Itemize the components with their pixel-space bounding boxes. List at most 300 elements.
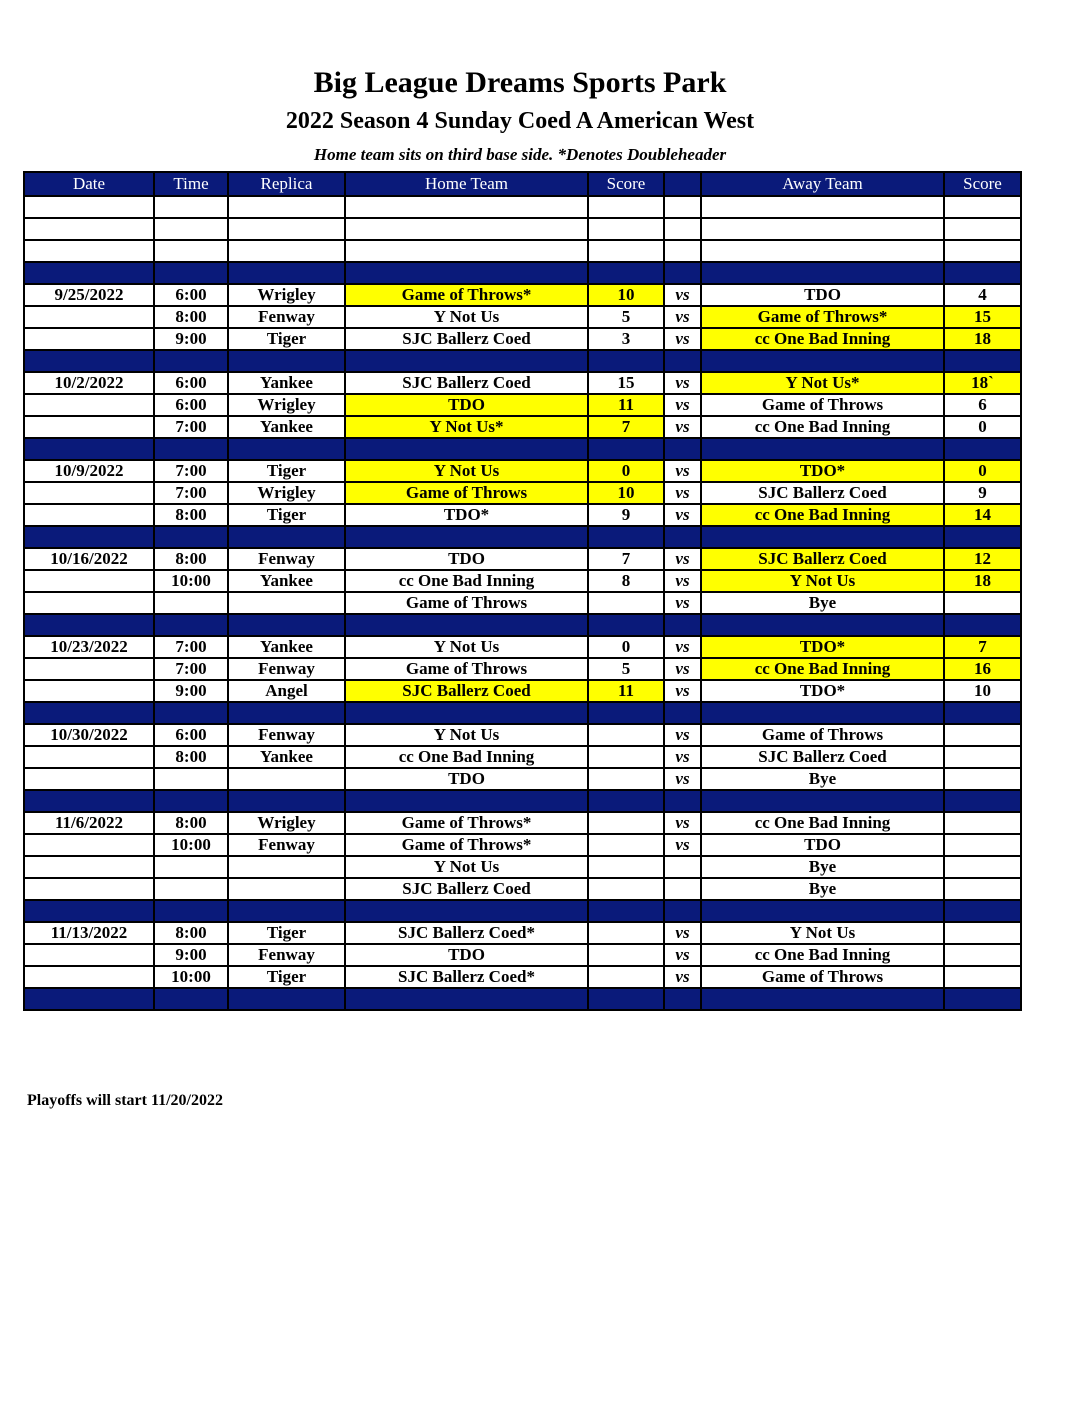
time-cell: 8:00 [154,504,228,526]
date-cell: 10/16/2022 [24,548,154,570]
vs-cell [664,702,701,724]
table-row [24,812,1021,834]
table-row [24,306,1021,328]
home-score-cell [588,614,664,636]
col-home-score: Score [588,172,664,196]
time-cell: 7:00 [154,482,228,504]
away-team-cell: cc One Bad Inning [701,504,944,526]
date-cell [24,834,154,856]
away-team-cell [701,526,944,548]
table-row [24,922,1021,944]
replica-cell [228,702,345,724]
vs-cell [664,218,701,240]
replica-cell: Angel [228,680,345,702]
away-team-cell [701,988,944,1010]
separator-row [24,262,1021,284]
away-score-cell [944,944,1021,966]
home-team-cell: Y Not Us [345,636,588,658]
col-date: Date [24,172,154,196]
away-score-cell [944,196,1021,218]
vs-cell: vs [664,658,701,680]
time-cell: 9:00 [154,328,228,350]
vs-cell [664,878,701,900]
replica-cell [228,350,345,372]
date-cell [24,592,154,614]
away-team-cell [701,350,944,372]
table-row [24,416,1021,438]
away-team-cell: TDO* [701,680,944,702]
away-score-cell: 12 [944,548,1021,570]
home-score-cell [588,922,664,944]
vs-cell: vs [664,416,701,438]
table-row [24,504,1021,526]
away-score-cell: 9 [944,482,1021,504]
away-team-cell [701,900,944,922]
home-score-cell [588,438,664,460]
replica-cell: Yankee [228,416,345,438]
time-cell [154,240,228,262]
replica-cell [228,240,345,262]
vs-cell: vs [664,372,701,394]
home-team-cell: TDO* [345,504,588,526]
time-cell: 7:00 [154,416,228,438]
home-score-cell [588,724,664,746]
replica-cell [228,878,345,900]
home-score-cell [588,526,664,548]
col-home-team: Home Team [345,172,588,196]
page-title: Big League Dreams Sports Park [313,66,727,99]
home-team-cell [345,240,588,262]
home-team-cell [345,218,588,240]
home-team-cell [345,702,588,724]
separator-row [24,350,1021,372]
away-score-cell: 18 [944,570,1021,592]
away-score-cell [944,262,1021,284]
home-score-cell: 10 [588,482,664,504]
home-team-cell: SJC Ballerz Coed [345,372,588,394]
time-cell [154,900,228,922]
vs-cell: vs [664,680,701,702]
away-score-cell: 6 [944,394,1021,416]
time-cell: 9:00 [154,944,228,966]
replica-cell: Yankee [228,372,345,394]
vs-cell: vs [664,944,701,966]
away-team-cell: Y Not Us* [701,372,944,394]
date-cell [24,878,154,900]
blank-row [24,218,1021,240]
home-score-cell [588,768,664,790]
away-team-cell [701,218,944,240]
replica-cell: Tiger [228,460,345,482]
vs-cell [664,526,701,548]
home-score-cell [588,988,664,1010]
time-cell [154,702,228,724]
vs-cell [664,350,701,372]
vs-cell [664,614,701,636]
home-score-cell: 11 [588,680,664,702]
home-team-cell: TDO [345,768,588,790]
away-score-cell [944,856,1021,878]
date-cell [24,262,154,284]
table-row [24,460,1021,482]
vs-cell: vs [664,504,701,526]
home-score-cell: 5 [588,306,664,328]
time-cell [154,262,228,284]
time-cell: 8:00 [154,548,228,570]
home-team-cell: cc One Bad Inning [345,746,588,768]
time-cell: 9:00 [154,680,228,702]
away-team-cell: SJC Ballerz Coed [701,482,944,504]
home-team-cell [345,350,588,372]
away-team-cell: Bye [701,856,944,878]
home-team-cell: SJC Ballerz Coed* [345,922,588,944]
vs-cell: vs [664,306,701,328]
replica-cell: Tiger [228,922,345,944]
home-team-cell: Game of Throws* [345,284,588,306]
date-cell [24,196,154,218]
vs-cell [664,196,701,218]
home-team-cell: Game of Throws [345,592,588,614]
time-cell: 6:00 [154,394,228,416]
away-score-cell: 10 [944,680,1021,702]
home-score-cell: 0 [588,460,664,482]
vs-cell: vs [664,460,701,482]
away-team-cell: Bye [701,878,944,900]
replica-cell [228,768,345,790]
date-cell [24,416,154,438]
away-score-cell [944,746,1021,768]
date-cell [24,240,154,262]
away-score-cell [944,218,1021,240]
separator-row [24,614,1021,636]
vs-cell [664,790,701,812]
date-cell [24,526,154,548]
home-score-cell [588,240,664,262]
home-team-cell: Game of Throws [345,482,588,504]
home-score-cell [588,900,664,922]
home-score-cell: 8 [588,570,664,592]
replica-cell: Yankee [228,636,345,658]
away-score-cell [944,988,1021,1010]
schedule-table [23,171,1022,1011]
time-cell [154,526,228,548]
table-row [24,570,1021,592]
home-team-cell: Y Not Us [345,724,588,746]
home-score-cell [588,944,664,966]
home-score-cell [588,196,664,218]
home-score-cell [588,790,664,812]
home-team-cell: SJC Ballerz Coed [345,878,588,900]
table-row [24,394,1021,416]
home-score-cell: 7 [588,548,664,570]
time-cell [154,878,228,900]
page-note: Home team sits on third base side. *Denotes Doubleheader [313,145,727,164]
home-score-cell: 5 [588,658,664,680]
home-score-cell [588,218,664,240]
away-team-cell: TDO [701,284,944,306]
replica-cell [228,196,345,218]
vs-cell [664,262,701,284]
table-row [24,878,1021,900]
vs-cell: vs [664,724,701,746]
date-cell: 11/13/2022 [24,922,154,944]
table-row [24,636,1021,658]
replica-cell [228,526,345,548]
replica-cell: Fenway [228,548,345,570]
replica-cell: Fenway [228,834,345,856]
away-score-cell [944,900,1021,922]
col-time: Time [154,172,228,196]
home-team-cell [345,790,588,812]
home-team-cell [345,196,588,218]
date-cell: 10/23/2022 [24,636,154,658]
date-cell [24,746,154,768]
home-team-cell [345,988,588,1010]
table-row [24,328,1021,350]
time-cell: 8:00 [154,746,228,768]
time-cell [154,218,228,240]
vs-cell: vs [664,592,701,614]
vs-cell: vs [664,328,701,350]
away-score-cell: 15 [944,306,1021,328]
home-score-cell [588,834,664,856]
away-team-cell: cc One Bad Inning [701,658,944,680]
time-cell: 7:00 [154,658,228,680]
away-score-cell: 0 [944,460,1021,482]
time-cell [154,768,228,790]
replica-cell [228,988,345,1010]
table-row [24,482,1021,504]
date-cell: 11/6/2022 [24,812,154,834]
separator-row [24,526,1021,548]
home-score-cell [588,878,664,900]
away-team-cell: Y Not Us [701,570,944,592]
time-cell: 8:00 [154,306,228,328]
vs-cell: vs [664,834,701,856]
col-away-score: Score [944,172,1021,196]
table-row [24,856,1021,878]
away-score-cell [944,724,1021,746]
time-cell: 6:00 [154,372,228,394]
date-cell [24,438,154,460]
home-team-cell: Game of Throws* [345,834,588,856]
col-replica: Replica [228,172,345,196]
home-score-cell: 0 [588,636,664,658]
separator-row [24,702,1021,724]
replica-cell: Tiger [228,328,345,350]
time-cell: 7:00 [154,636,228,658]
away-team-cell: cc One Bad Inning [701,416,944,438]
vs-cell: vs [664,548,701,570]
away-score-cell [944,240,1021,262]
away-team-cell [701,702,944,724]
date-cell [24,790,154,812]
away-team-cell: SJC Ballerz Coed [701,548,944,570]
home-team-cell [345,526,588,548]
away-team-cell: Bye [701,768,944,790]
replica-cell: Wrigley [228,394,345,416]
vs-cell: vs [664,922,701,944]
away-team-cell: SJC Ballerz Coed [701,746,944,768]
home-team-cell [345,262,588,284]
home-score-cell [588,966,664,988]
date-cell [24,394,154,416]
time-cell [154,592,228,614]
away-team-cell: cc One Bad Inning [701,944,944,966]
home-team-cell: Game of Throws [345,658,588,680]
table-row [24,724,1021,746]
date-cell [24,218,154,240]
time-cell: 10:00 [154,966,228,988]
home-score-cell [588,856,664,878]
time-cell [154,614,228,636]
away-team-cell: cc One Bad Inning [701,328,944,350]
header-row [24,172,1021,196]
replica-cell [228,900,345,922]
away-score-cell [944,702,1021,724]
separator-row [24,438,1021,460]
home-team-cell: Y Not Us* [345,416,588,438]
away-score-cell [944,592,1021,614]
replica-cell [228,790,345,812]
home-team-cell: SJC Ballerz Coed [345,328,588,350]
date-cell [24,658,154,680]
away-score-cell: 0 [944,416,1021,438]
home-score-cell: 3 [588,328,664,350]
blank-row [24,240,1021,262]
home-team-cell: SJC Ballerz Coed [345,680,588,702]
home-score-cell: 9 [588,504,664,526]
away-score-cell [944,812,1021,834]
schedule-body [24,196,1021,1010]
date-cell [24,768,154,790]
home-score-cell: 10 [588,284,664,306]
away-team-cell: cc One Bad Inning [701,812,944,834]
replica-cell: Wrigley [228,284,345,306]
vs-cell: vs [664,966,701,988]
home-score-cell [588,746,664,768]
time-cell: 6:00 [154,724,228,746]
away-team-cell [701,262,944,284]
page-subtitle: 2022 Season 4 Sunday Coed A American West [285,108,755,134]
replica-cell: Fenway [228,724,345,746]
vs-cell [664,438,701,460]
table-row [24,768,1021,790]
date-cell [24,504,154,526]
home-team-cell: TDO [345,944,588,966]
separator-row [24,790,1021,812]
home-team-cell [345,614,588,636]
away-score-cell: 16 [944,658,1021,680]
home-team-cell [345,438,588,460]
away-team-cell: Bye [701,592,944,614]
table-row [24,966,1021,988]
home-team-cell: Y Not Us [345,856,588,878]
date-cell: 9/25/2022 [24,284,154,306]
date-cell [24,328,154,350]
vs-cell: vs [664,812,701,834]
footer-note: Playoffs will start 11/20/2022 [27,1092,223,1109]
time-cell: 7:00 [154,460,228,482]
date-cell [24,482,154,504]
away-team-cell: Game of Throws [701,394,944,416]
date-cell [24,966,154,988]
replica-cell [228,438,345,460]
vs-cell: vs [664,570,701,592]
time-cell [154,790,228,812]
away-score-cell [944,614,1021,636]
time-cell: 6:00 [154,284,228,306]
away-team-cell [701,790,944,812]
table-row [24,284,1021,306]
home-team-cell: Y Not Us [345,460,588,482]
away-score-cell: 18 [944,328,1021,350]
replica-cell: Wrigley [228,482,345,504]
time-cell [154,438,228,460]
home-team-cell: Y Not Us [345,306,588,328]
home-team-cell: Game of Throws* [345,812,588,834]
time-cell: 10:00 [154,570,228,592]
date-cell [24,306,154,328]
table-row [24,548,1021,570]
date-cell [24,680,154,702]
table-row [24,680,1021,702]
away-score-cell [944,438,1021,460]
replica-cell: Fenway [228,658,345,680]
time-cell [154,856,228,878]
separator-row [24,988,1021,1010]
col-vs [664,172,701,196]
table-row [24,746,1021,768]
table-row [24,592,1021,614]
date-cell [24,856,154,878]
away-score-cell [944,966,1021,988]
away-team-cell: Game of Throws* [701,306,944,328]
home-team-cell [345,900,588,922]
date-cell [24,944,154,966]
time-cell [154,988,228,1010]
vs-cell: vs [664,394,701,416]
home-score-cell [588,702,664,724]
time-cell: 8:00 [154,812,228,834]
vs-cell [664,240,701,262]
away-team-cell: Game of Throws [701,724,944,746]
vs-cell [664,988,701,1010]
replica-cell [228,218,345,240]
away-score-cell [944,834,1021,856]
vs-cell [664,856,701,878]
time-cell [154,350,228,372]
date-cell [24,350,154,372]
home-team-cell: SJC Ballerz Coed* [345,966,588,988]
date-cell [24,570,154,592]
vs-cell: vs [664,746,701,768]
replica-cell: Wrigley [228,812,345,834]
replica-cell [228,262,345,284]
date-cell: 10/9/2022 [24,460,154,482]
replica-cell: Tiger [228,966,345,988]
date-cell [24,900,154,922]
blank-row [24,196,1021,218]
home-score-cell: 7 [588,416,664,438]
date-cell [24,702,154,724]
replica-cell [228,592,345,614]
home-score-cell: 15 [588,372,664,394]
away-team-cell: Y Not Us [701,922,944,944]
date-cell [24,988,154,1010]
home-score-cell [588,812,664,834]
away-team-cell [701,196,944,218]
